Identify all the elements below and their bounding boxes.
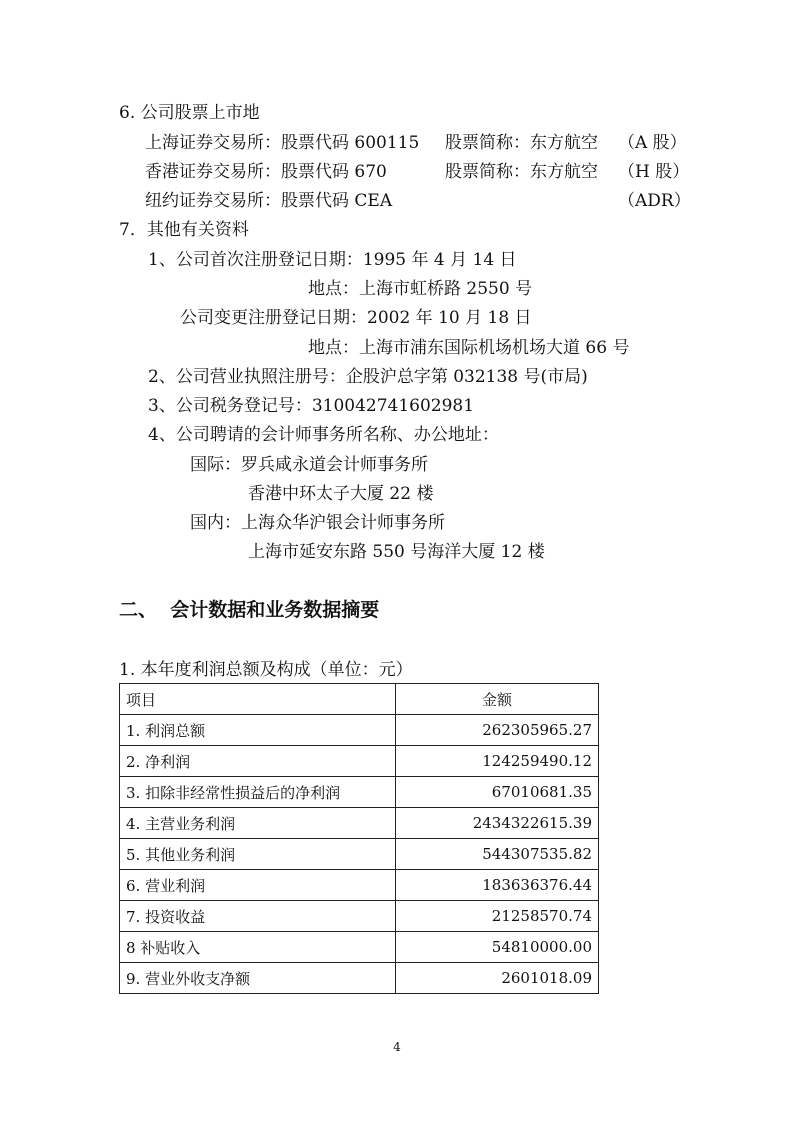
- listing-sh-exchange: 上海证券交易所：股票代码 600115: [145, 133, 420, 153]
- row-amount: 2601018.09: [396, 963, 599, 994]
- first-reg-date: 1、公司首次注册登记日期：1995 年 4 月 14 日: [148, 250, 517, 270]
- row-amount: 183636376.44: [396, 870, 599, 901]
- table-header-row: [120, 684, 599, 715]
- row-amount: 2434322615.39: [396, 808, 599, 839]
- table-row: [120, 777, 599, 808]
- row-item: 4. 主营业务利润: [120, 808, 396, 839]
- listing-hk-type: （H 股）: [618, 162, 690, 182]
- section2-heading: 二、 会计数据和业务数据摘要: [119, 599, 380, 621]
- section6-heading: 6. 公司股票上市地: [119, 103, 260, 123]
- row-amount: 21258570.74: [396, 901, 599, 932]
- change-reg-date: 公司变更注册登记日期：2002 年 10 月 18 日: [180, 308, 532, 328]
- listing-ny-exchange: 纽约证券交易所：股票代码 CEA: [145, 191, 393, 211]
- profit-table: [119, 683, 599, 994]
- row-item: 8 补贴收入: [120, 932, 396, 963]
- table-row: [120, 839, 599, 870]
- first-reg-place: 地点：上海市虹桥路 2550 号: [308, 279, 533, 299]
- tax-number: 3、公司税务登记号：310042741602981: [148, 396, 475, 416]
- table-row: [120, 901, 599, 932]
- change-reg-place: 地点：上海市浦东国际机场机场大道 66 号: [308, 338, 630, 358]
- listing-hk-abbr: 股票简称：东方航空: [445, 162, 598, 182]
- row-item: 1. 利润总额: [120, 715, 396, 746]
- listing-sh-type: （A 股）: [618, 133, 687, 153]
- table-row: [120, 870, 599, 901]
- row-item: 5. 其他业务利润: [120, 839, 396, 870]
- row-amount: 54810000.00: [396, 932, 599, 963]
- row-item: 9. 营业外收支净额: [120, 963, 396, 994]
- listing-sh-abbr: 股票简称：东方航空: [445, 133, 598, 153]
- table-row: [120, 746, 599, 777]
- table-row: [120, 808, 599, 839]
- listing-ny-type: （ADR）: [618, 191, 691, 211]
- page-number: 4: [393, 1040, 401, 1054]
- dom-auditor-address: 上海市延安东路 550 号海洋大厦 12 楼: [248, 542, 545, 562]
- license-number: 2、公司营业执照注册号：企股沪总字第 032138 号(市局): [148, 367, 588, 387]
- header-item: 项目: [120, 684, 396, 715]
- row-amount: 124259490.12: [396, 746, 599, 777]
- row-item: 6. 营业利润: [120, 870, 396, 901]
- row-amount: 262305965.27: [396, 715, 599, 746]
- intl-auditor-address: 香港中环太子大厦 22 楼: [248, 484, 434, 504]
- row-amount: 544307535.82: [396, 839, 599, 870]
- row-item: 7. 投资收益: [120, 901, 396, 932]
- section7-heading: 7．其他有关资料: [119, 220, 249, 240]
- profit-table-caption: 1. 本年度利润总额及构成（单位：元）: [119, 660, 413, 680]
- auditors-heading: 4、公司聘请的会计师事务所名称、办公地址：: [148, 425, 499, 445]
- header-amount: 金额: [396, 684, 599, 715]
- table-row: [120, 932, 599, 963]
- row-item: 2. 净利润: [120, 746, 396, 777]
- table-row: [120, 963, 599, 994]
- row-amount: 67010681.35: [396, 777, 599, 808]
- row-item: 3. 扣除非经常性损益后的净利润: [120, 777, 396, 808]
- listing-hk-exchange: 香港证券交易所：股票代码 670: [145, 162, 387, 182]
- dom-auditor-firm: 国内：上海众华沪银会计师事务所: [190, 513, 445, 533]
- table-row: [120, 715, 599, 746]
- intl-auditor-firm: 国际：罗兵咸永道会计师事务所: [190, 455, 428, 475]
